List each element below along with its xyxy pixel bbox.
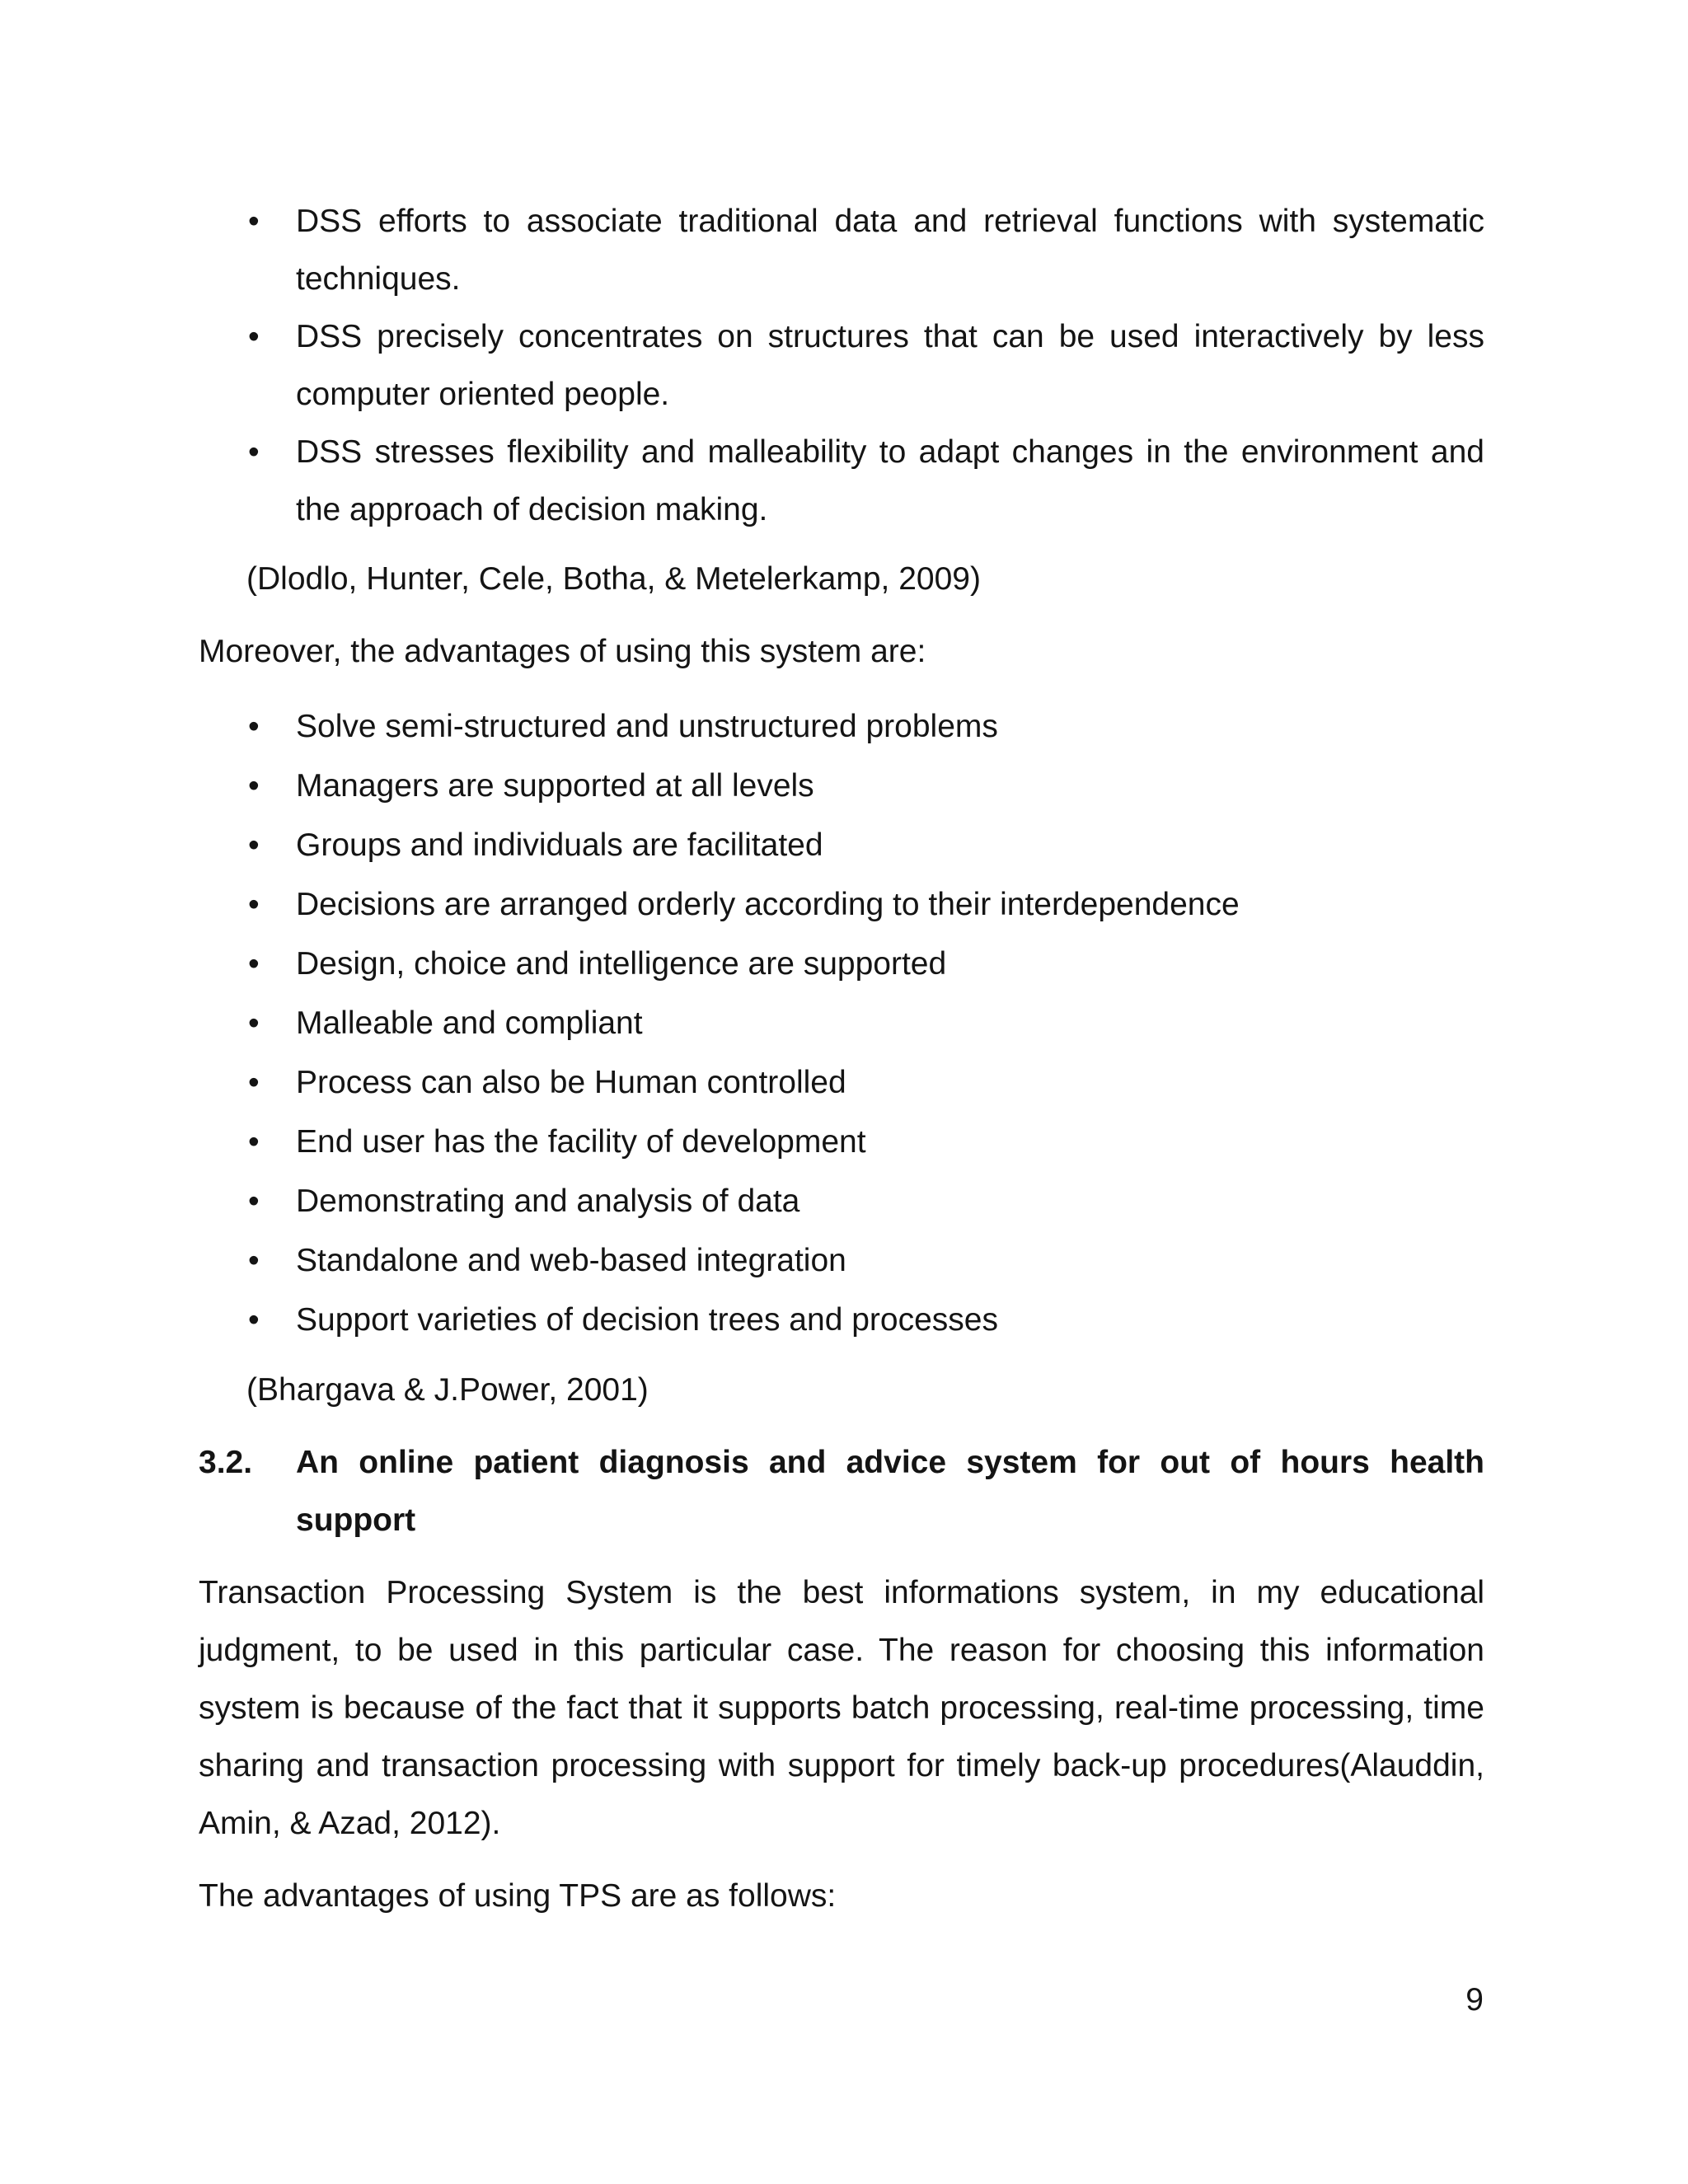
bullet-icon: • — [248, 1005, 260, 1041]
bullet-icon: • — [248, 768, 260, 804]
dss-characteristics-list — [199, 193, 1484, 539]
list-item-text: Managers are supported at all levels — [296, 768, 814, 804]
bullet-icon: • — [248, 1065, 260, 1100]
list-item-text: Solve semi-structured and unstructured problems — [296, 709, 998, 744]
citation: (Bhargava & J.Power, 2001) — [246, 1372, 649, 1408]
list-item-text: DSS precisely concentrates on structures that can be used interactively by less computer oriented people. — [296, 319, 1484, 412]
list-item — [199, 935, 1484, 994]
section-title: An online patient diagnosis and advice system for out of hours health support — [296, 1445, 1484, 1538]
bullet-icon: • — [248, 434, 260, 470]
page-number: 9 — [1465, 1982, 1484, 2018]
list-item — [199, 875, 1484, 935]
list-item-text: Demonstrating and analysis of data — [296, 1183, 800, 1219]
list-item — [199, 1172, 1484, 1231]
paragraph: Transaction Processing System is the best informations system, in my educational judgment, to be used in this particular case. The reason for choosing this information system is because of the fact that it supports batch processing, real-time processing, time sharing and transaction processing with support for timely back-up procedures(Alauddin, Amin, & Azad, 2012). — [199, 1575, 1484, 1841]
list-item — [199, 1231, 1484, 1291]
bullet-icon: • — [248, 887, 260, 922]
list-item-text: Support varieties of decision trees and processes — [296, 1302, 998, 1338]
bullet-icon: • — [248, 827, 260, 863]
list-item — [199, 1053, 1484, 1113]
bullet-icon: • — [248, 946, 260, 982]
bullet-icon: • — [248, 1302, 260, 1338]
bullet-icon: • — [248, 319, 260, 354]
bullet-icon: • — [248, 204, 260, 239]
paragraph: Moreover, the advantages of using this system are: — [199, 634, 926, 669]
list-item — [199, 424, 1484, 539]
list-item — [199, 816, 1484, 875]
list-item-text: Malleable and compliant — [296, 1005, 643, 1041]
list-item — [199, 1113, 1484, 1172]
list-item-text: Design, choice and intelligence are supported — [296, 946, 947, 982]
advantages-list — [199, 697, 1484, 1350]
list-item-text: Groups and individuals are facilitated — [296, 827, 823, 863]
bullet-icon: • — [248, 709, 260, 744]
page-content — [199, 193, 1484, 1925]
list-item-text: DSS efforts to associate traditional data and retrieval functions with systematic techniques. — [296, 204, 1484, 297]
bullet-icon: • — [248, 1183, 260, 1219]
section-heading — [199, 1434, 1484, 1549]
list-item-text: Decisions are arranged orderly according to their interdependence — [296, 887, 1240, 922]
list-item-text: DSS stresses flexibility and malleability to adapt changes in the environment and the approach of decision making. — [296, 434, 1484, 527]
list-item-text: Process can also be Human controlled — [296, 1065, 846, 1100]
citation: (Dlodlo, Hunter, Cele, Botha, & Metelerkamp, 2009) — [246, 561, 981, 597]
list-item-text: End user has the facility of development — [296, 1124, 866, 1160]
list-item — [199, 994, 1484, 1053]
bullet-icon: • — [248, 1243, 260, 1278]
paragraph: The advantages of using TPS are as follows: — [199, 1878, 837, 1914]
bullet-icon: • — [248, 1124, 260, 1160]
list-item-text: Standalone and web-based integration — [296, 1243, 846, 1278]
section-number: 3.2. — [199, 1445, 253, 1480]
list-item — [199, 1291, 1484, 1350]
list-item — [199, 193, 1484, 308]
list-item — [199, 697, 1484, 757]
list-item — [199, 757, 1484, 816]
list-item — [199, 308, 1484, 424]
